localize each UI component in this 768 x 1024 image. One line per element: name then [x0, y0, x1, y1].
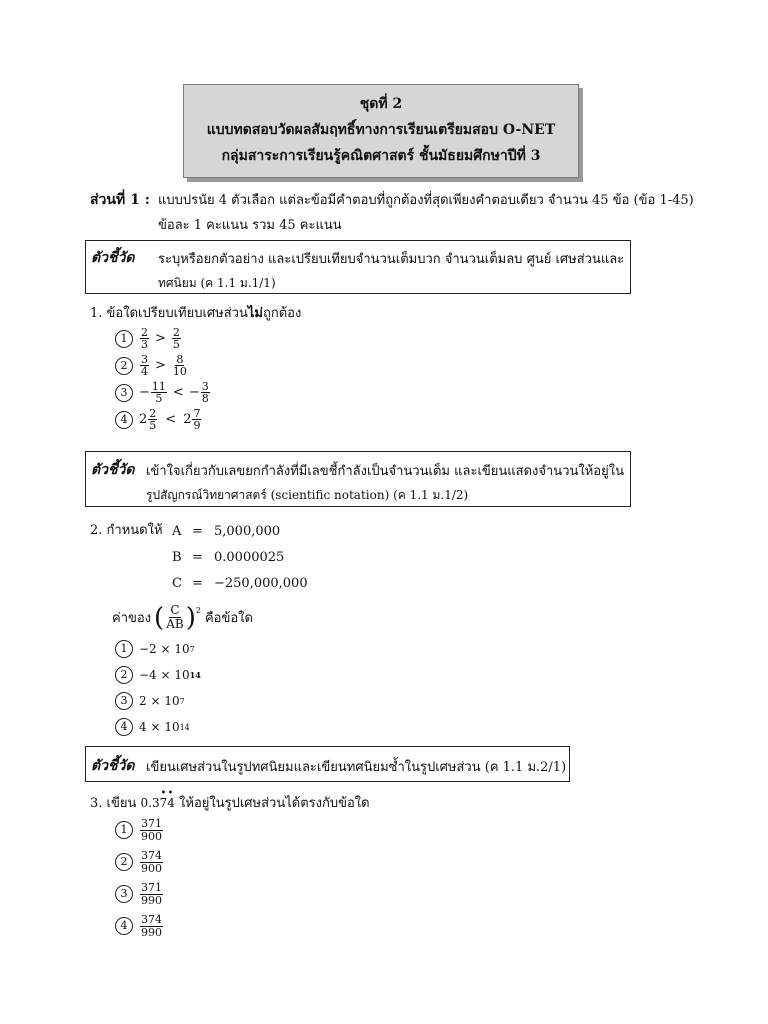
whole-part: 2 [183, 412, 192, 427]
fraction: $\frac{2}{3}$ [141, 326, 148, 351]
repeating-decimal: 0.374 • • [140, 788, 175, 810]
fraction: $\frac{3}{8}$ [201, 380, 209, 405]
indicator-text-line-2: ทศนิยม (ค 1.1 ม.1/1) [158, 276, 276, 290]
option-number-circle: 2 [115, 357, 133, 375]
q2-definitions [172, 519, 308, 597]
title-line-2: แบบทดสอบวัดผลสัมฤทธิ์ทางการเรียนเตรียมสอบ O-NET [206, 122, 556, 138]
option-value: −4 × 10 [139, 668, 190, 682]
option-number-circle: 2 [115, 853, 133, 871]
question-1 [90, 302, 301, 323]
question-text-bold: ไม่ [247, 306, 263, 321]
comparison-sign: > [155, 331, 166, 346]
part-label: ส่วนที่ 1 : [90, 192, 150, 208]
option-number-circle: 3 [115, 384, 133, 402]
indicator-label: ตัวชี้วัด [91, 462, 135, 478]
option-exponent: 14 [179, 722, 190, 732]
q2-option-3[interactable] [115, 688, 201, 714]
indicator-text-line-2: รูปสัญกรณ์วิทยาศาสตร์ (scientific notation) (ค 1.1 ม.1/2) [146, 488, 469, 502]
minus-sign: − [188, 385, 200, 400]
q1-option-4[interactable] [115, 406, 211, 433]
comparison-sign: > [155, 358, 166, 373]
question-3 [90, 788, 370, 813]
question-text-pre: ข้อใดเปรียบเทียบเศษส่วน [106, 306, 248, 321]
fraction: $\frac{2}{5}$ [172, 326, 180, 351]
title-line-3: กลุ่มสาระการเรียนรู้คณิตศาสตร์ ชั้นมัธยมศึกษาปีที่ 3 [221, 148, 541, 164]
question-2 [90, 519, 163, 540]
q3-option-4[interactable] [115, 910, 164, 942]
fraction: $\frac{8}{10}$ [172, 353, 187, 378]
indicator-text-line-1: ระบุหรือยกตัวอย่าง และเปรียบเทียบจำนวนเต็มบวก จำนวนเต็มลบ ศูนย์ เศษส่วนและ [158, 252, 625, 267]
question-post: ให้อยู่ในรูปเศษส่วนได้ตรงกับข้อใด [179, 796, 370, 811]
question-intro: กำหนดให้ [106, 523, 163, 538]
option-exponent: 14 [189, 670, 201, 680]
question-number: 2. [90, 523, 103, 538]
q1-option-1[interactable] [115, 325, 211, 352]
fraction: $\frac{371}{900}$ [141, 816, 162, 843]
q2-options [115, 636, 201, 740]
q2-option-1[interactable] [115, 636, 201, 662]
indicator-box-1 [85, 240, 631, 294]
ask-exponent: 2 [195, 606, 201, 615]
q2-option-2[interactable] [115, 662, 201, 688]
q1-options [115, 325, 211, 433]
comparison-sign: < [165, 412, 177, 427]
title-box [183, 84, 579, 178]
option-number-circle: 1 [115, 330, 133, 348]
comparison-sign: < [172, 385, 184, 400]
option-number-circle: 1 [115, 640, 133, 658]
part-desc-2: ข้อละ 1 คะแนน รวม 45 คะแนน [158, 218, 342, 233]
definition-b: B = 0.0000025 [172, 550, 285, 565]
option-number-circle: 4 [115, 917, 133, 935]
fraction: $\frac{374}{900}$ [141, 848, 162, 875]
option-exponent: 7 [189, 644, 195, 654]
fraction: $\frac{11}{5}$ [151, 380, 166, 405]
indicator-box-2 [85, 451, 631, 507]
q1-option-3[interactable] [115, 379, 211, 406]
question-text-post: ถูกต้อง [262, 306, 302, 321]
fraction: $\frac{374}{990}$ [141, 912, 162, 939]
indicator-text-line-1: เขียนเศษส่วนในรูปทศนิยมและเขียนทศนิยมซ้ำในรูปเศษส่วน (ค 1.1 ม.2/1) [146, 760, 567, 775]
title-line-1: ชุดที่ 2 [359, 96, 403, 112]
ask-post: คือข้อใด [204, 611, 253, 626]
definition-c: C = −250,000,000 [172, 576, 308, 591]
option-number-circle: 3 [115, 885, 133, 903]
fraction: $\frac{7}{9}$ [193, 407, 201, 432]
option-value: −2 × 10 [139, 642, 190, 656]
q3-option-2[interactable] [115, 846, 164, 878]
whole-part: 2 [139, 412, 148, 427]
repeat-dot: • [167, 788, 174, 799]
fraction: $\frac{2}{5}$ [149, 407, 157, 432]
option-value: 4 × 10 [139, 720, 180, 734]
q3-option-3[interactable] [115, 878, 164, 910]
definition-a: A = 5,000,000 [172, 524, 281, 539]
question-pre: เขียน [106, 796, 137, 811]
ask-fraction: $\frac{C}{AB}$ [166, 603, 184, 631]
q1-option-2[interactable] [115, 352, 211, 379]
option-exponent: 7 [179, 696, 185, 706]
indicator-label: ตัวชี้วัด [91, 758, 135, 774]
indicator-box-3 [85, 746, 570, 782]
option-number-circle: 4 [115, 411, 133, 429]
q3-option-1[interactable] [115, 814, 164, 846]
option-number-circle: 4 [115, 718, 133, 736]
ask-pre: ค่าของ [112, 611, 152, 626]
question-number: 1. [90, 306, 103, 321]
option-number-circle: 1 [115, 821, 133, 839]
question-number: 3. [90, 796, 103, 811]
indicator-label: ตัวชี้วัด [91, 250, 135, 266]
q2-option-4[interactable] [115, 714, 201, 740]
part-desc-1: แบบปรนัย 4 ตัวเลือก แต่ละข้อมีคำตอบที่ถูกต้องที่สุดเพียงคำตอบเดียว จำนวน 45 ข้อ (ข้อ 1-45) [158, 193, 694, 208]
fraction: $\frac{371}{990}$ [141, 880, 162, 907]
repeat-dot: • [160, 788, 167, 799]
option-value: 2 × 10 [139, 694, 180, 708]
fraction: $\frac{3}{4}$ [141, 353, 148, 378]
indicator-text-line-1: เข้าใจเกี่ยวกับเลขยกกำลังที่มีเลขชี้กำลังเป็นจำนวนเต็ม และเขียนแสดงจำนวนให้อยู่ใน [146, 464, 624, 479]
minus-sign: − [139, 385, 150, 400]
option-number-circle: 2 [115, 666, 133, 684]
q3-options [115, 814, 164, 942]
q2-ask: ค่าของ ( $\frac{C}{AB}$ ) 2 คือข้อใด [112, 602, 253, 633]
option-number-circle: 3 [115, 692, 133, 710]
